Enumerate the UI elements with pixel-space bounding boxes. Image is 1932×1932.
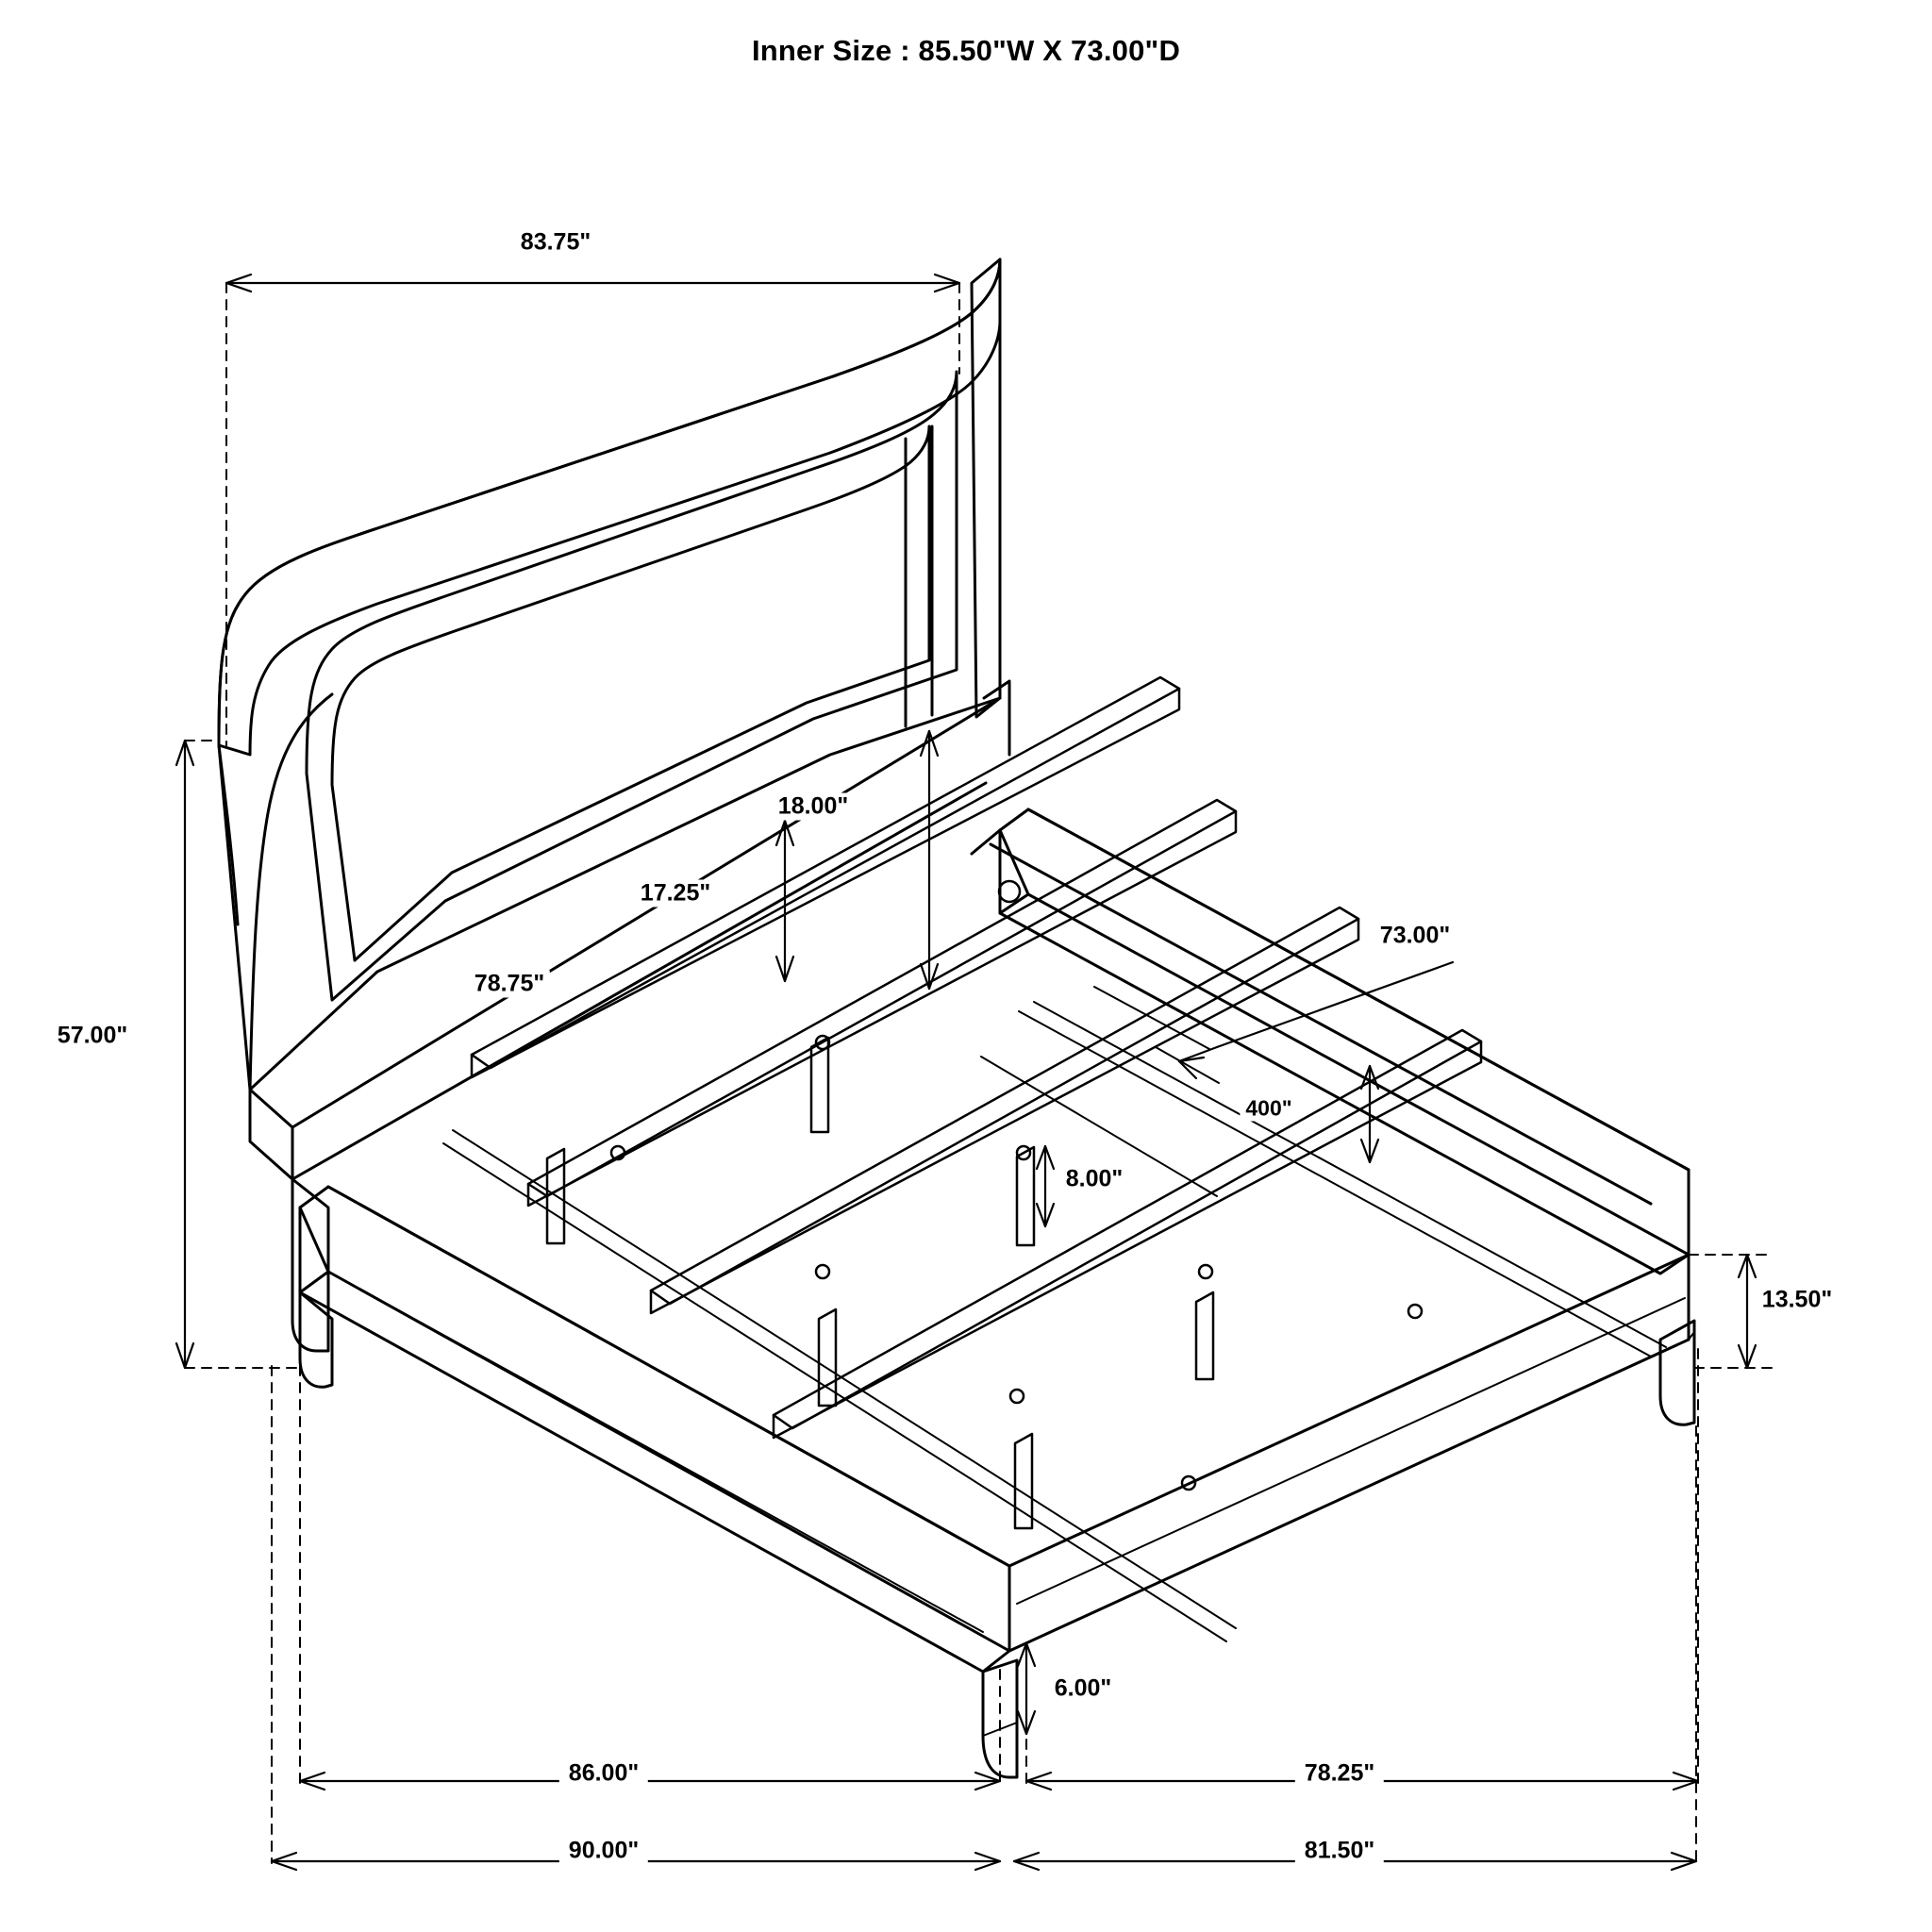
dimension-label-overall-width: 90.00" bbox=[559, 1838, 648, 1865]
dimension-label-inner-rail-width: 78.75" bbox=[469, 971, 550, 998]
dimension-label-side-rail-length: 78.25" bbox=[1295, 1760, 1384, 1788]
dimension-label-overall-headboard-width: 83.75" bbox=[513, 229, 598, 257]
dimension-label-inner-depth: 73.00" bbox=[1374, 923, 1456, 950]
dimension-label-side-rail-height: 13.50" bbox=[1761, 1286, 1833, 1313]
dimension-label-slat-clearance: 8.00" bbox=[1060, 1166, 1129, 1193]
dimension-label-center-support-height: 400" bbox=[1240, 1096, 1297, 1122]
dimension-label-slat-panel-height: 17.25" bbox=[635, 880, 716, 908]
page-title: Inner Size : 85.50"W X 73.00"D bbox=[751, 34, 1181, 67]
dimension-label-overall-length: 81.50" bbox=[1295, 1838, 1384, 1865]
dimension-label-headboard-height: 57.00" bbox=[57, 1022, 128, 1049]
dimension-label-footboard-outer-width: 86.00" bbox=[559, 1760, 648, 1788]
dimension-label-headboard-panel-height: 18.00" bbox=[773, 793, 854, 821]
dimension-label-leg-height: 6.00" bbox=[1054, 1674, 1112, 1702]
